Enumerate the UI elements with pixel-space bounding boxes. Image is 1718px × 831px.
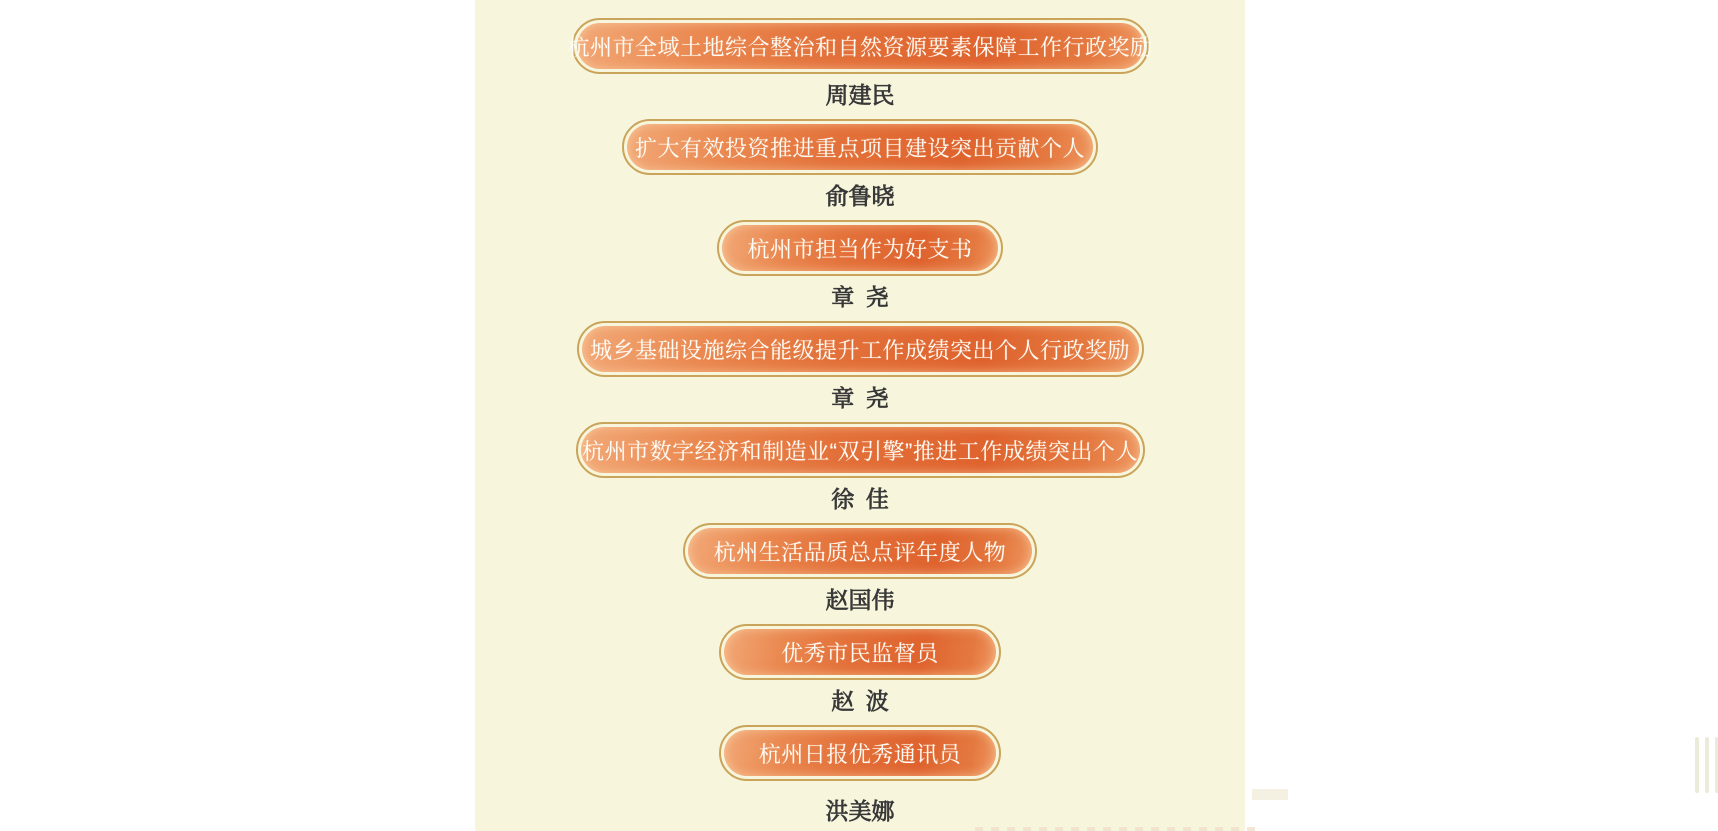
award-title: 杭州生活品质总点评年度人物 (688, 528, 1032, 574)
award-title: 杭州市担当作为好支书 (722, 225, 998, 271)
award-title: 城乡基础设施综合能级提升工作成绩突出个人行政奖励 (582, 326, 1139, 372)
award-row (622, 107, 1098, 208)
watermark-line (1695, 737, 1699, 793)
award-list (475, 0, 1245, 823)
award-row (577, 309, 1144, 410)
award-title: 杭州日报优秀通讯员 (724, 730, 996, 776)
watermark-lines (1695, 737, 1718, 793)
award-title: 杭州市全域土地综合整治和自然资源要素保障工作行政奖励 (577, 23, 1144, 69)
award-title: 扩大有效投资推进重点项目建设突出贡献个人 (627, 124, 1093, 170)
award-row (683, 511, 1037, 612)
award-row (717, 208, 1003, 309)
bottom-dashed-strip (975, 827, 1261, 831)
award-pill (717, 220, 1003, 276)
award-row (576, 410, 1145, 511)
awardee-name: 赵国伟 (825, 587, 895, 613)
awardee-name: 章 尧 (831, 284, 889, 310)
award-pill (622, 119, 1098, 175)
award-pill (719, 725, 1001, 781)
awardee-name: 洪美娜 (825, 798, 895, 824)
watermark-line (1705, 737, 1709, 793)
award-row (719, 713, 1001, 823)
corner-artifact (1252, 789, 1288, 800)
awardee-name: 周建民 (825, 82, 895, 108)
content-panel (475, 0, 1245, 831)
award-pill (567, 18, 1153, 74)
awardee-name: 赵 波 (831, 688, 889, 714)
award-pill (719, 624, 1001, 680)
award-row (719, 612, 1001, 713)
awardee-name: 徐 佳 (831, 486, 889, 512)
awardee-name: 章 尧 (831, 385, 889, 411)
award-pill (683, 523, 1037, 579)
award-title: 优秀市民监督员 (724, 629, 996, 675)
award-row (567, 18, 1153, 108)
award-pill (576, 422, 1145, 478)
awardee-name: 俞鲁晓 (825, 183, 895, 209)
award-title: 杭州市数字经济和制造业“双引擎”推进工作成绩突出个人 (581, 427, 1140, 473)
award-pill (577, 321, 1144, 377)
